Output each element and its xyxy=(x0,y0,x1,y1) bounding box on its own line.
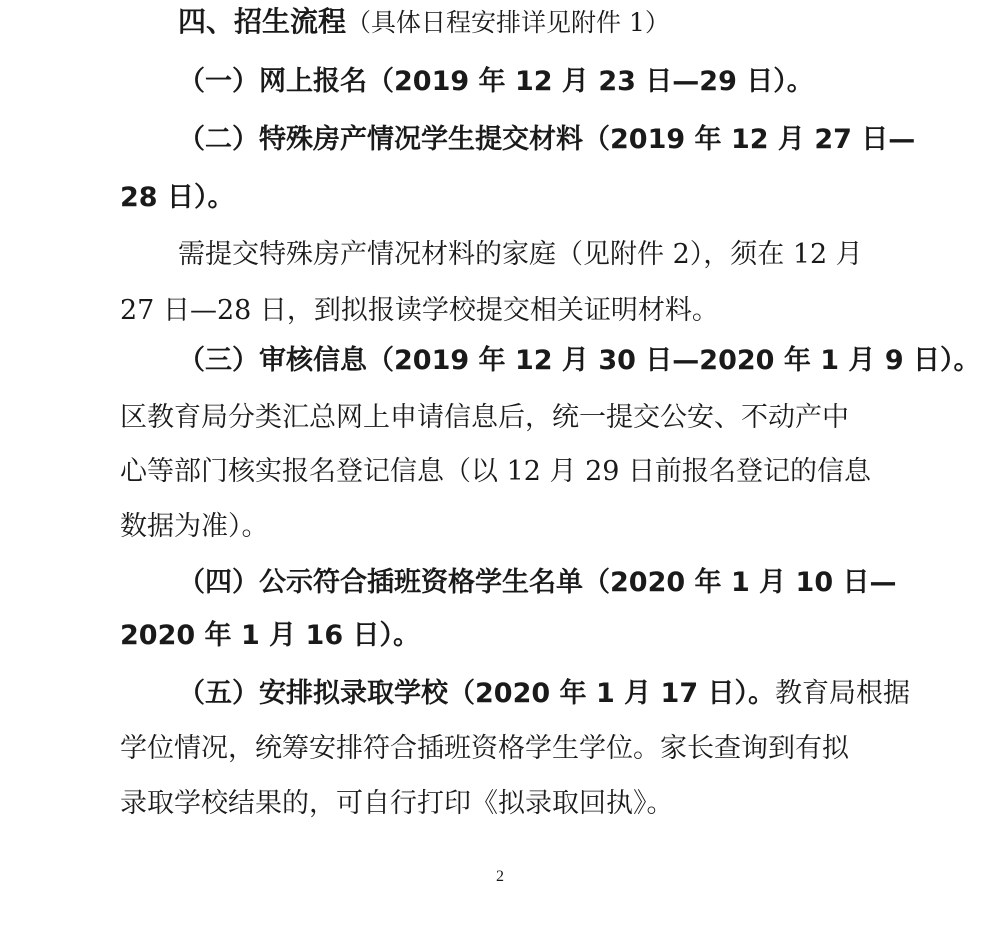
step-3-heading: （三）审核信息（2019 年 12 月 30 日—2020 年 1 月 9 日）。 xyxy=(178,345,981,376)
step-1-heading: （一）网上报名（2019 年 12 月 23 日—29 日）。 xyxy=(178,66,814,97)
step-5-body-line-1: 学位情况，统筹安排符合插班资格学生学位。家长查询到有拟 xyxy=(120,733,849,764)
step-2-body-line-2: 27 日—28 日，到拟报读学校提交相关证明材料。 xyxy=(120,295,719,326)
section-note: （具体日程安排详见附件 1） xyxy=(346,8,670,37)
step-5-heading: （五）安排拟录取学校（2020 年 1 月 17 日）。 xyxy=(178,678,776,709)
step-2-heading-line-1: （二）特殊房产情况学生提交材料（2019 年 12 月 27 日— xyxy=(178,124,916,155)
step-4-heading-line-1: （四）公示符合插班资格学生名单（2020 年 1 月 10 日— xyxy=(178,567,897,598)
page-number: 2 xyxy=(496,868,504,885)
step-3-body-line-2: 心等部门核实报名登记信息（以 12 月 29 日前报名登记的信息 xyxy=(120,456,872,487)
step-5-body-inline: 教育局根据 xyxy=(775,678,911,709)
step-3-body-line-1: 区教育局分类汇总网上申请信息后，统一提交公安、不动产中 xyxy=(120,402,849,433)
step-5-body-line-2: 录取学校结果的，可自行打印《拟录取回执》。 xyxy=(120,788,674,819)
step-3-body-line-3: 数据为准）。 xyxy=(120,511,269,542)
step-2-heading-line-2: 28 日）。 xyxy=(120,182,235,213)
step-2-body-line-1: 需提交特殊房产情况材料的家庭（见附件 2），须在 12 月 xyxy=(178,239,863,270)
step-4-heading-line-2: 2020 年 1 月 16 日）。 xyxy=(120,620,421,651)
step-5-first-line xyxy=(178,676,910,712)
section-title: 四、招生流程 xyxy=(178,5,347,38)
section-heading xyxy=(178,4,670,41)
